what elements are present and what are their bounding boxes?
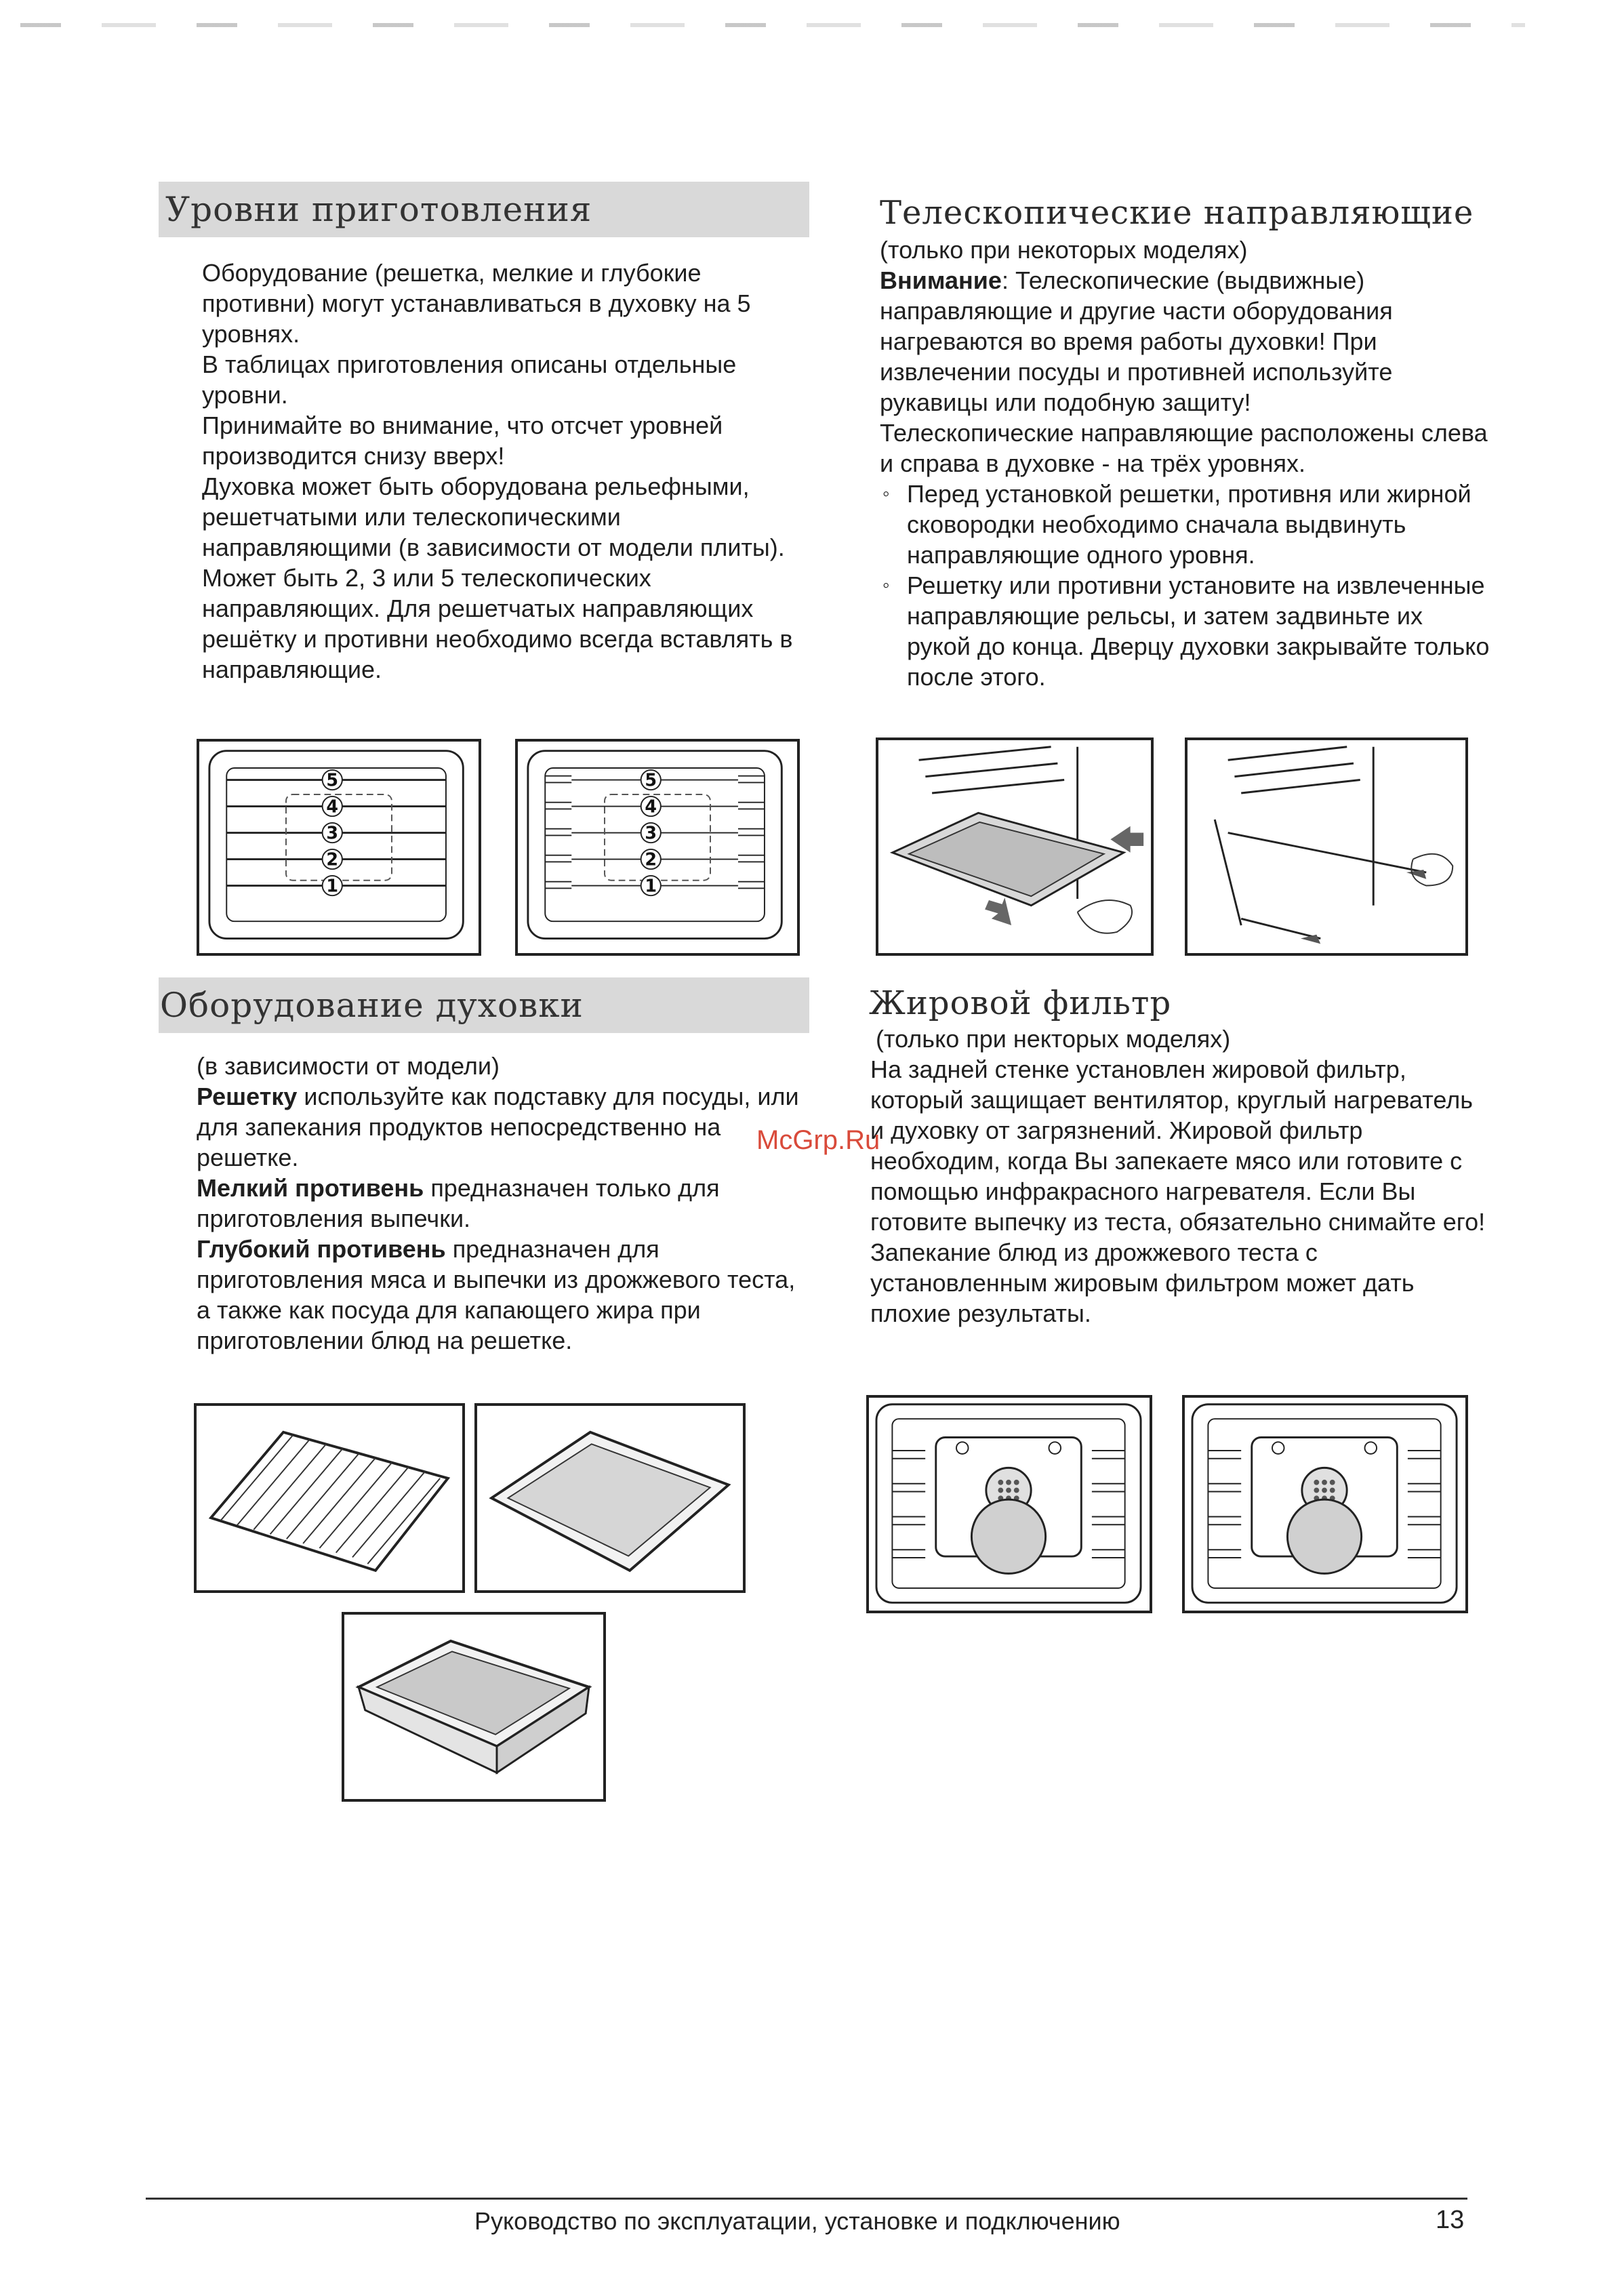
telescopic-rack-illustration <box>1185 738 1468 956</box>
equipment-item-rack-text: используйте как подставку для посуды, или для запекания продуктов непосредственно на решетке. <box>197 1083 799 1171</box>
equipment-item-rack <box>197 1081 800 1173</box>
levels-text <box>202 258 798 685</box>
shallow-tray-illustration <box>474 1403 746 1593</box>
level-label-2: 2 <box>645 849 657 870</box>
grease-filter-illustration-1 <box>866 1395 1152 1613</box>
oven-levels-diagram-grid <box>515 739 800 956</box>
oven-levels-diagram-rails <box>197 739 481 956</box>
telescopic-paragraph: Телескопические направляющие расположены слева и справа в духовке - на трёх уровнях. <box>880 419 1488 477</box>
deep-tray-illustration <box>342 1612 606 1802</box>
equipment-item-deep-tray-term: Глубокий противень <box>197 1235 446 1263</box>
watermark-text: McGrp.Ru <box>756 1125 880 1155</box>
level-label-3: 3 <box>645 822 657 843</box>
levels-paragraph-1: Оборудование (решетка, мелкие и глубокие противни) могут устанавливаться в духовку на 5 уровнях. <box>202 259 751 348</box>
level-label-4: 4 <box>326 796 339 817</box>
footer-text: Руководство по эксплуатации, установке и подключению <box>474 2207 1120 2235</box>
level-label-5: 5 <box>326 769 339 790</box>
equipment-item-shallow-tray-term: Мелкий противень <box>197 1174 424 1202</box>
equipment-heading: Оборудование духовки <box>160 986 584 1025</box>
telescopic-warning <box>880 265 1490 418</box>
filter-paragraph: На задней стенке установлен жировой фильтр, который защищает вентилятор, круглый нагреватель и духовку от загрязнений. Жировой фильтр необходим, когда Вы запекаете мясо или готовите с помощью инфракрасного нагревателя. Если Вы готовите выпечку из теста, обязательно снимайте его! Запекание блюд из дрожжевого теста с установленным жировым фильтром может дать плохие результаты. <box>870 1055 1486 1327</box>
filter-note: (только при некторых моделях) <box>876 1025 1231 1053</box>
telescopic-note: (только при некоторых моделях) <box>880 236 1248 264</box>
level-label-3: 3 <box>326 822 339 843</box>
telescopic-tray-illustration <box>876 738 1154 956</box>
level-label-1: 1 <box>326 875 339 896</box>
level-label-4: 4 <box>645 796 657 817</box>
wire-rack-illustration <box>194 1403 465 1593</box>
levels-paragraph-2: В таблицах приготовления описаны отдельные уровни. <box>202 350 737 409</box>
telescopic-bullets <box>880 479 1490 692</box>
footer-rule <box>146 2198 1467 2200</box>
filter-text <box>870 1024 1487 1329</box>
grease-filter-illustration-2 <box>1182 1395 1468 1613</box>
levels-paragraph-4: Духовка может быть оборудована рельефными, решетчатыми или телескопическими направляющими (в зависимости от модели плиты). Может быть 2, 3 или 5 телескопических направляющих. Для решетчатых направляющих решётку и противни необходимо всегда вставлять в направляющие. <box>202 472 793 683</box>
equipment-note: (в зависимости от модели) <box>197 1052 500 1080</box>
telescopic-bullet-2: ◦ Решетку или противни установите на извлеченные направляющие рельсы, и затем задвиньте их рукой до конца. Дверцу духовки закрывайте только после этого. <box>880 570 1490 692</box>
equipment-item-rack-term: Решетку <box>197 1083 298 1110</box>
equipment-text <box>197 1051 800 1356</box>
equipment-item-deep-tray <box>197 1234 800 1356</box>
level-label-5: 5 <box>645 769 657 790</box>
telescopic-text <box>880 235 1490 692</box>
filter-heading: Жировой фильтр <box>869 984 1172 1022</box>
levels-heading: Уровни приготовления <box>165 190 592 229</box>
telescopic-warning-text: : Телескопические (выдвижные) направляющие и другие части оборудования нагреваются во время работы духовки! При извлечении посуды и противней используйте рукавицы или подобную защиту! <box>880 266 1393 416</box>
scan-top-edge <box>20 23 1525 27</box>
telescopic-bullet-1: ◦ Перед установкой решетки, противня или жирной сковородки необходимо сначала выдвинуть направляющие одного уровня. <box>880 479 1490 570</box>
equipment-item-shallow-tray <box>197 1173 800 1234</box>
level-label-1: 1 <box>645 875 657 896</box>
telescopic-heading: Телескопические направляющие <box>880 194 1474 232</box>
levels-paragraph-3: Принимайте во внимание, что отсчет уровней производится снизу вверх! <box>202 411 723 470</box>
telescopic-warning-term: Внимание <box>880 266 1002 294</box>
level-label-2: 2 <box>326 849 339 870</box>
equipment-item-shallow-tray-text: предназначен только для приготовления выпечки. <box>197 1174 720 1232</box>
page-number: 13 <box>1436 2206 1465 2234</box>
equipment-item-deep-tray-text: предназначен для приготовления мяса и выпечки из дрожжевого теста, а также как посуда для капающего жира при приготовлении блюд на решетке. <box>197 1235 796 1354</box>
